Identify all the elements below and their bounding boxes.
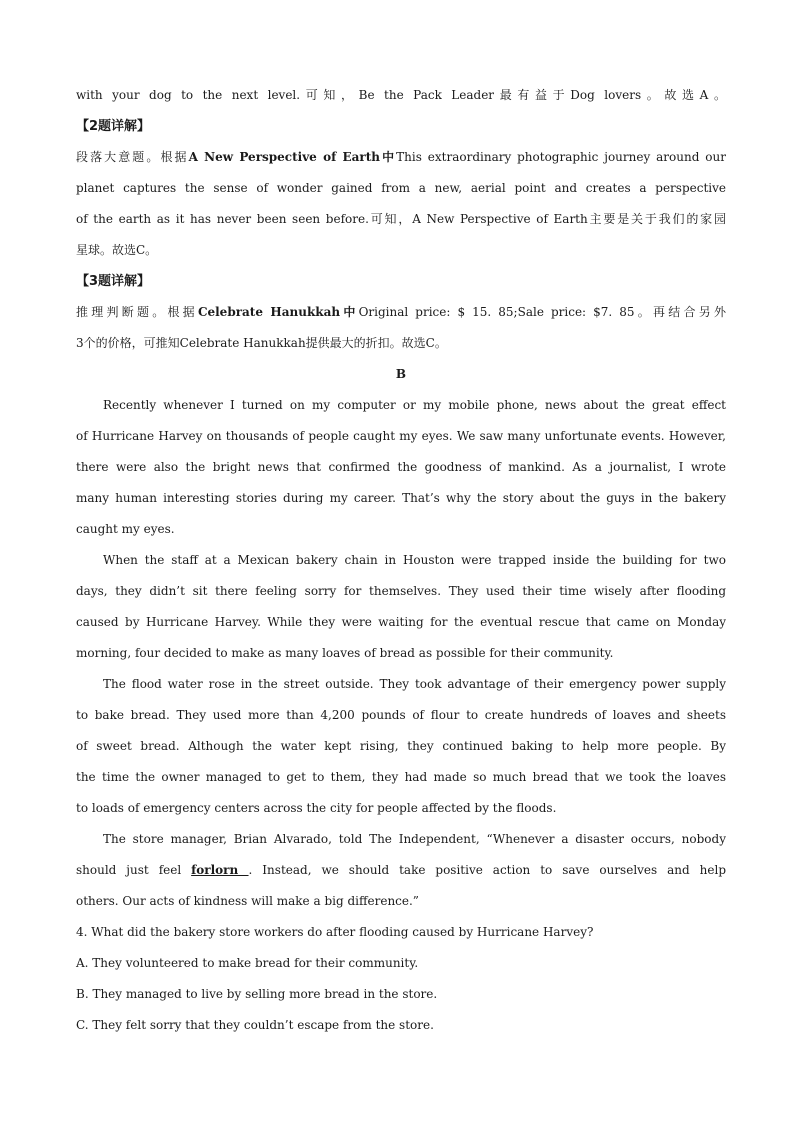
document-page (76, 80, 726, 1041)
q2-line-3: of the earth as it has never been seen before.可知，A New Perspective of Earth主要是关于我们的家园 (76, 212, 726, 226)
q3-l1-post: Original price: $ 15. 85;Sale price: $7. 85。再结合另外 (358, 305, 726, 319)
p1-line-4: many human interesting stories during my career. That’s why the story about the guys in the bakery (76, 491, 726, 505)
question-stem: 4. What did the bakery store workers do after flooding caused by Hurricane Harvey? (76, 925, 594, 939)
section-label: B (395, 367, 407, 381)
p3-line-2: to bake bread. They used more than 4,200 pounds of flour to create hundreds of loaves and sheets (76, 708, 726, 722)
p3-line-5: to loads of emergency centers across the city for people affected by the floods. (76, 801, 557, 815)
p4-l2-pre: should just feel (76, 863, 192, 877)
p1-line-1: Recently whenever I turned on my computer or my mobile phone, news about the great effect (103, 398, 726, 412)
q3-l1-pre: 推理判断题。根据 (76, 305, 198, 319)
p2-line-2: days, they didn’t sit there feeling sorry for themselves. They used their time wisely after flooding (76, 584, 726, 598)
q3-heading: 【3题详解】 (76, 274, 151, 289)
q3-l1-bold: Celebrate Hanukkah中 (197, 305, 359, 319)
p4-line-3: others. Our acts of kindness will make a big difference.” (76, 894, 419, 908)
answer-1-tail: with your dog to the next level.可知，Be the Pack Leader最有益于Dog lovers。故选A。 (76, 88, 726, 102)
q3-line-1 (76, 297, 726, 328)
p1-line-5: caught my eyes. (76, 522, 175, 536)
q2-line-4: 星球。故选C。 (76, 243, 158, 257)
p4-line-2 (76, 855, 726, 886)
p1-line-3: there were also the bright news that confirmed the goodness of mankind. As a journalist, I wrote (76, 460, 726, 474)
underlined-word: forlorn (191, 863, 249, 877)
p2-line-1: When the staff at a Mexican bakery chain in Houston were trapped inside the building for two (103, 553, 726, 567)
option-c: C. They felt sorry that they couldn’t escape from the store. (76, 1018, 434, 1032)
p2-line-3: caused by Hurricane Harvey. While they were waiting for the eventual rescue that came on Monday (76, 615, 726, 629)
p4-l2-post: . Instead, we should take positive action to save ourselves and help (248, 863, 727, 877)
p1-line-2: of Hurricane Harvey on thousands of people caught my eyes. We saw many unfortunate events. However, (76, 429, 726, 443)
option-b: B. They managed to live by selling more bread in the store. (76, 987, 438, 1001)
p3-line-1: The flood water rose in the street outside. They took advantage of their emergency power supply (103, 677, 726, 691)
q2-l1-bold: A New Perspective of Earth中 (188, 150, 397, 164)
p3-line-4: the time the owner managed to get to them, they had made so much bread that we took the loaves (76, 770, 726, 784)
option-a: A. They volunteered to make bread for their community. (76, 956, 419, 970)
q2-heading: 【2题详解】 (76, 119, 151, 134)
q2-l1-post: This extraordinary photographic journey around our (396, 150, 726, 164)
q2-line-1 (76, 142, 726, 173)
p3-line-3: of sweet bread. Although the water kept rising, they continued baking to help more people. By (76, 739, 726, 753)
q3-line-2: 3个的价格，可推知Celebrate Hanukkah提供最大的折扣。故选C。 (76, 336, 447, 350)
p4-line-1: The store manager, Brian Alvarado, told The Independent, “Whenever a disaster occurs, nobody (103, 832, 726, 846)
q2-l1-pre: 段落大意题。根据 (76, 150, 189, 164)
q2-line-2: planet captures the sense of wonder gained from a new, aerial point and creates a perspective (76, 181, 726, 195)
p2-line-4: morning, four decided to make as many loaves of bread as possible for their community. (76, 646, 614, 660)
